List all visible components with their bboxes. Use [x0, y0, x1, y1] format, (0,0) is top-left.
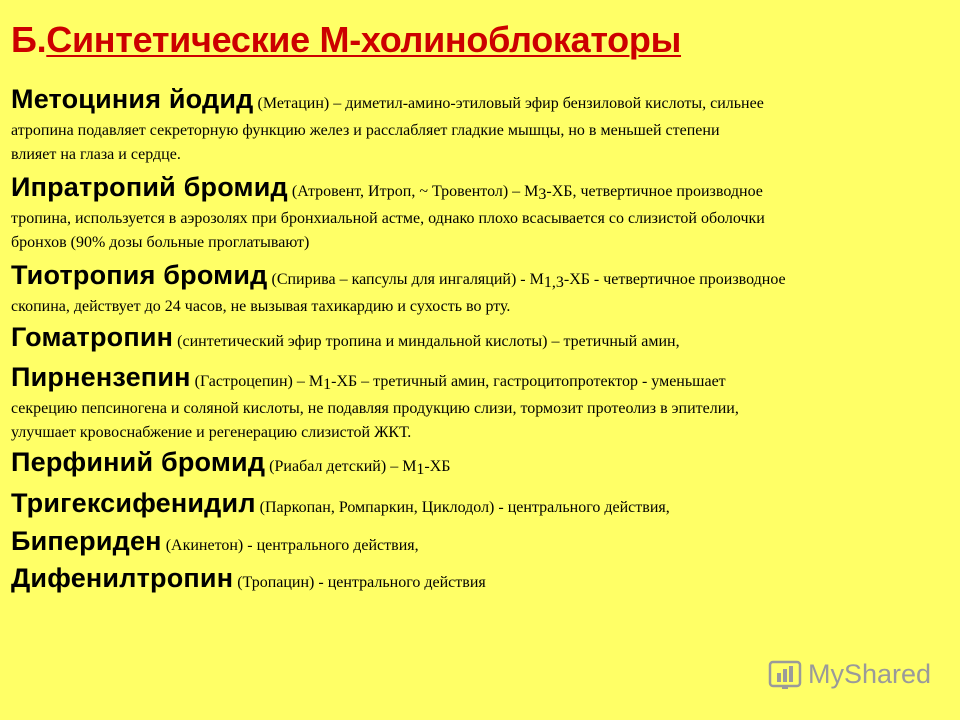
drug-desc-cont: -ХБ [424, 458, 451, 475]
drug-name: Пирнензепин [11, 362, 191, 392]
receptor-subscript: 1 [416, 461, 425, 478]
drug-desc: (Тропацин) - центрального действия [233, 574, 486, 591]
drug-entry-pirenzepine [11, 362, 946, 445]
drug-name: Перфиний бромид [11, 447, 266, 477]
page-title [11, 18, 681, 62]
drug-desc: (Атровент, Итроп, ~ Тровентол) – М [287, 183, 539, 200]
watermark-text: MyShared [808, 658, 932, 689]
receptor-subscript: 3 [538, 186, 547, 203]
drug-desc-cont: -ХБ – третичный амин, гастроцитопротектор - уменьшает [331, 373, 726, 390]
drug-entry-biperiden [11, 526, 946, 561]
drug-desc-cont: -ХБ - четвертичное производное [563, 271, 786, 288]
drug-name: Тригексифенидил [11, 488, 256, 518]
drug-desc: (синтетический эфир тропина и миндальной кислоты) – третичный амин, [173, 333, 680, 350]
drug-desc: (Риабал детский) – М [265, 458, 417, 475]
drug-name: Гоматропин [11, 322, 174, 352]
drug-desc: (Гастроцепин) – М [190, 373, 324, 390]
drug-desc: (Метацин) – диметил-амино-этиловый эфир бензиловой кислоты, сильнее [253, 95, 764, 112]
drug-desc-line: бронхов (90% дозы больные проглатывают) [11, 234, 310, 251]
receptor-subscript: 1 [323, 376, 332, 393]
drug-desc-line: скопина, действует до 24 часов, не вызывая тахикардию и сухость во рту. [11, 298, 511, 315]
drug-desc: (Спирива – капсулы для ингаляций) - М [267, 271, 544, 288]
drug-entry-homatropine [11, 322, 946, 357]
drug-entry-metocinium [11, 84, 946, 167]
drug-entry-perfinium [11, 447, 946, 482]
drug-desc-line: атропина подавляет секреторную функцию желез и расслабляет гладкие мышцы, но в меньшей степени [11, 122, 720, 139]
receptor-subscript: 1,3 [543, 274, 564, 291]
title-prefix: Б. [11, 19, 47, 60]
myshared-logo-icon [768, 657, 802, 691]
drug-desc-line: секрецию пепсиногена и соляной кислоты, не подавляя продукцию слизи, тормозит протеолиз в эпителии, [11, 400, 739, 417]
drug-name: Бипериден [11, 526, 162, 556]
drug-name: Ипратропий бромид [11, 172, 288, 202]
myshared-watermark [768, 654, 931, 694]
drug-name: Метоциния йодид [11, 84, 254, 114]
drug-desc-line: улучшает кровоснабжение и регенерацию слизистой ЖКТ. [11, 424, 412, 441]
drug-entry-ipratropium [11, 172, 946, 255]
title-main: Синтетические М-холиноблокаторы [46, 19, 682, 60]
drug-desc: (Паркопан, Ромпаркин, Циклодол) - центрального действия, [255, 499, 670, 516]
drug-name: Дифенилтропин [11, 563, 234, 593]
drug-desc: (Акинетон) - центрального действия, [161, 537, 419, 554]
drug-entry-tiotropium [11, 260, 946, 319]
drug-desc-cont: -ХБ, четвертичное производное [546, 183, 763, 200]
drug-entry-trihexyphenidyl [11, 488, 946, 523]
drug-desc-line: тропина, используется в аэрозолях при бронхиальной астме, однако плохо всасывается со слизистой оболочки [11, 210, 765, 227]
drug-entry-diphenyltropine [11, 563, 946, 598]
drug-name: Тиотропия бромид [11, 260, 268, 290]
drug-desc-line: влияет на глаза и сердце. [11, 146, 181, 163]
